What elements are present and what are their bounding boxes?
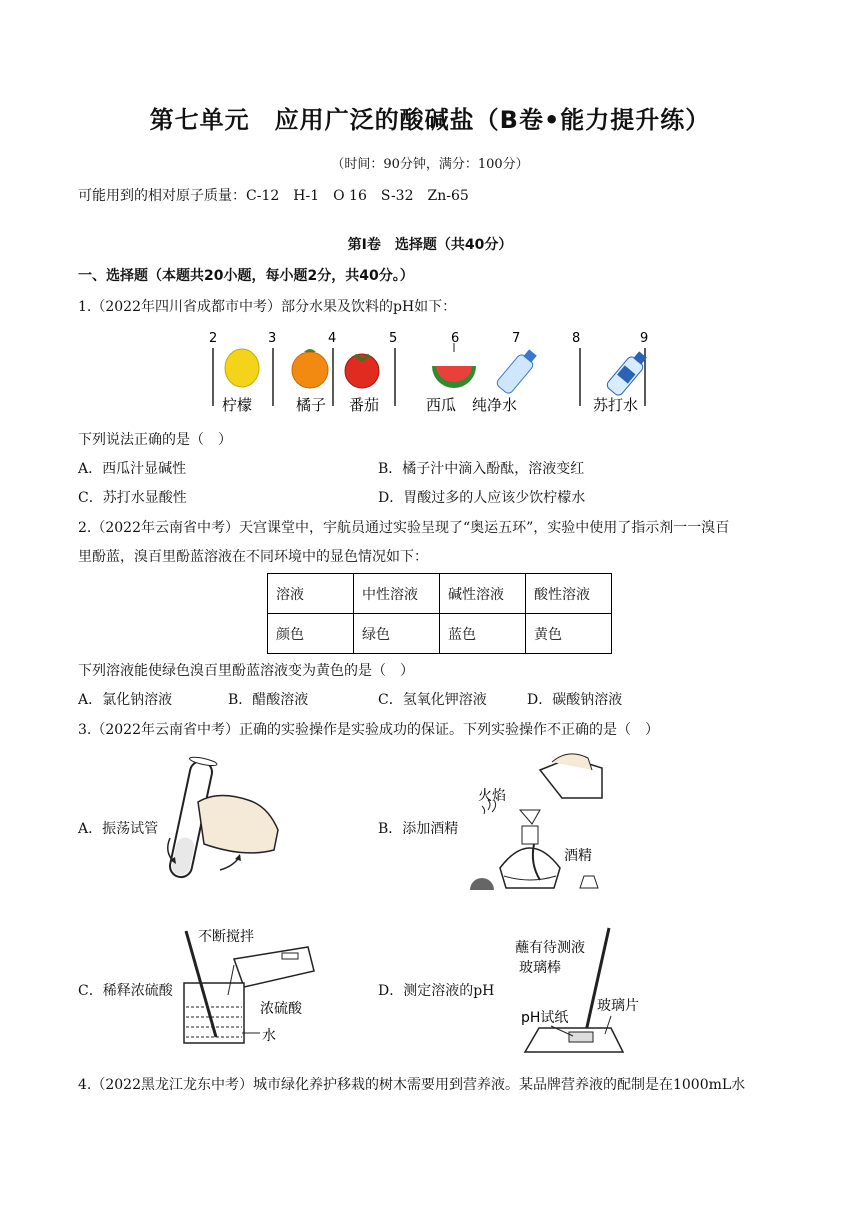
label-glass-rod: 玻璃棒 (519, 960, 561, 976)
item-label: 苏打水 (593, 396, 639, 414)
table-cell: 蓝色 (440, 614, 526, 654)
q2-prompt: 下列溶液能使绿色溴百里酚蓝溶液变为黄色的是（ ） (78, 663, 414, 679)
dilute-acid-figure (178, 925, 328, 1050)
ph-tick: 5 (389, 331, 398, 346)
glass-rod-icon (585, 928, 609, 1036)
item-label: 番茄 (349, 396, 380, 414)
item-label: 柠檬 (222, 396, 253, 414)
indicator-table (267, 573, 612, 654)
water-bottle-icon (495, 347, 540, 395)
shake-tube-figure (150, 750, 290, 890)
q1-option-b[interactable]: B．橘子汁中滴入酚酞，溶液变红 (378, 461, 585, 477)
label-stir: 不断搅拌 (198, 929, 254, 945)
ph-tick: 8 (572, 331, 581, 346)
q3-option-b[interactable]: B．添加酒精 (378, 821, 459, 837)
ph-tick: 7 (512, 331, 521, 346)
q1-option-c[interactable]: C．苏打水显酸性 (78, 490, 187, 506)
label-dipped: 蘸有待测液 (515, 940, 585, 956)
q3-option-c[interactable]: C．稀释浓硫酸 (78, 983, 173, 999)
table-cell: 黄色 (526, 614, 612, 654)
label-alcohol: 酒精 (564, 848, 592, 864)
ph-test-figure (515, 922, 655, 1062)
q2-stem-line1: 2.（2022年云南省中考）天宫课堂中，宇航员通过实验呈现了“奥运五环”，实验中使用了指示剂一一溴百 (78, 520, 730, 536)
item-label: 橘子 (296, 396, 327, 414)
ph-tick: 4 (328, 331, 337, 346)
q2-option-d[interactable]: D．碳酸钠溶液 (527, 692, 623, 708)
label-flame: 火焰 (478, 788, 506, 804)
table-cell: 中性溶液 (354, 574, 440, 614)
q2-option-a[interactable]: A．氯化钠溶液 (78, 692, 173, 708)
table-cell: 酸性溶液 (526, 574, 612, 614)
q2-option-c[interactable]: C．氢氧化钾溶液 (378, 692, 487, 708)
q2-stem-line2: 里酚蓝，溴百里酚蓝溶液在不同环境中的显色情况如下： (78, 549, 428, 565)
q1-option-d[interactable]: D．胃酸过多的人应该少饮柠檬水 (378, 490, 586, 506)
q3-option-a[interactable]: A．振荡试管 (78, 821, 159, 837)
label-glass-plate: 玻璃片 (597, 998, 639, 1014)
item-label: 西瓜 (426, 396, 457, 414)
q4-stem: 4.（2022黑龙江龙东中考）城市绿化养护移栽的树木需要用到营养液。某品牌营养液的配制是在1000mL水 (78, 1077, 746, 1093)
q1-option-a[interactable]: A．西瓜汁显碱性 (78, 461, 187, 477)
alcohol-lamp-figure (460, 748, 620, 898)
q3-stem: 3.（2022年云南省中考）正确的实验操作是实验成功的保证。下列实验操作不正确的是（ ） (78, 722, 659, 738)
ph-tick: 2 (209, 331, 218, 346)
table-cell: 溶液 (268, 574, 354, 614)
table-cell: 颜色 (268, 614, 354, 654)
label-water: 水 (262, 1028, 276, 1044)
q2-option-b[interactable]: B．醋酸溶液 (228, 692, 309, 708)
item-label: 纯净水 (472, 396, 518, 414)
ph-tick: 9 (640, 331, 649, 346)
acid-bottle-icon (234, 947, 314, 987)
q1-stem: 1.（2022年四川省成都市中考）部分水果及饮料的pH如下： (78, 299, 457, 315)
soda-bottle-icon (605, 349, 650, 397)
ph-tick: 3 (268, 331, 277, 346)
section-title: 第Ⅰ卷 选择题（共40分） (347, 237, 513, 253)
atomic-masses: 可能用到的相对原子质量：C-12 H-1 O 16 S-32 Zn-65 (78, 188, 469, 204)
ph-scale-figure (200, 326, 660, 416)
q3-option-d[interactable]: D．测定溶液的pH (378, 983, 495, 999)
table-cell: 碱性溶液 (440, 574, 526, 614)
ph-tick: 6 (451, 331, 460, 346)
page-title: 第七单元 应用广泛的酸碱盐（B卷•能力提升练） (149, 106, 711, 134)
hand-icon (198, 795, 278, 852)
table-cell: 绿色 (354, 614, 440, 654)
exam-time: （时间：90分钟，满分：100分） (331, 157, 529, 172)
label-acid: 浓硫酸 (260, 1001, 302, 1017)
lemon-icon (225, 349, 259, 387)
orange-icon (292, 352, 328, 388)
label-ph-paper: pH试纸 (521, 1010, 569, 1026)
q1-prompt: 下列说法正确的是（ ） (78, 432, 232, 448)
table-row (268, 574, 612, 614)
table-row (268, 614, 612, 654)
section-instructions: 一、选择题（本题共20小题，每小题2分，共40分。） (78, 268, 414, 284)
